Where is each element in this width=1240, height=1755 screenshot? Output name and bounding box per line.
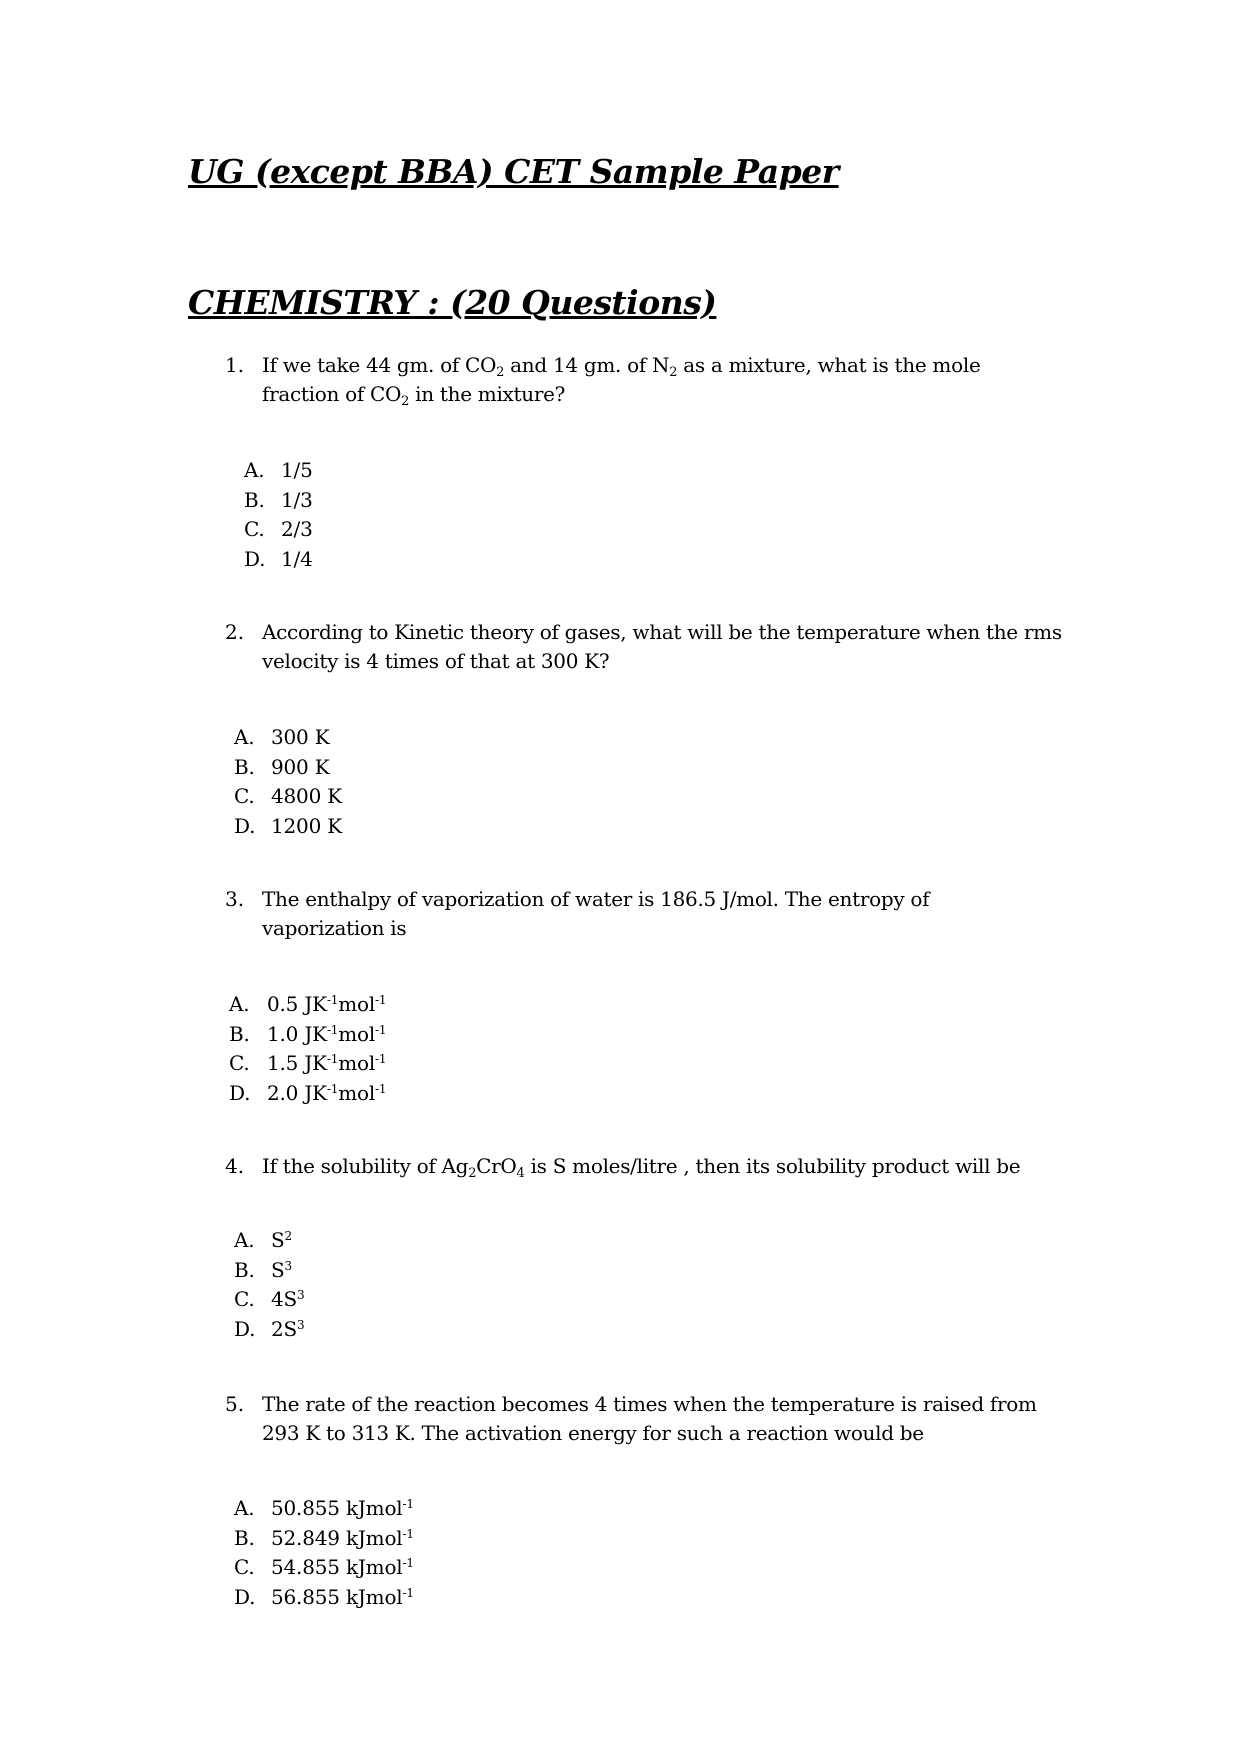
option-c: C. 54.855 kJmol$^{-1}$ <box>234 1555 414 1579</box>
option-b: B. 1/3 <box>244 487 313 512</box>
option-list <box>229 990 386 1108</box>
option-c: C. 2/3 <box>244 517 313 541</box>
option-d: D. 2.0 $JK^{-1}mol^{-1}$ <box>229 1080 387 1105</box>
question-text: If the solubility of $Ag_2CrO_4$ is S moles/litre , then its solubility product will be <box>262 1154 1021 1181</box>
option-b: B. 52.849 kJmol$^{-1}$ <box>234 1525 414 1550</box>
option-list <box>244 456 313 574</box>
option-b: B. 1.0 $JK^{-1}mol^{-1}$ <box>229 1021 387 1046</box>
option-a: A. $S^2$ <box>234 1228 292 1252</box>
option-d: D. 56.855 kJmol$^{-1}$ <box>234 1584 414 1609</box>
option-list <box>234 723 342 841</box>
option-b: B. 900 K <box>234 754 330 779</box>
question-text: According to Kinetic theory of gases, what will be the temperature when the rms velocity is 4 times of that at 300 K? <box>262 620 1062 673</box>
question-text: If we take 44 gm. of $CO_2$ and 14 gm. of $N_2$ as a mixture, what is the mole fraction of $CO_2$ in the mixture? <box>262 353 981 409</box>
option-d: D. 1200 K <box>234 813 342 838</box>
option-list <box>234 1494 414 1612</box>
question-text: The rate of the reaction becomes 4 times when the temperature is raised from 293 K to 313 K. The activation energy for such a reaction would be <box>262 1392 1037 1445</box>
question-number: 1. <box>225 353 245 377</box>
option-c: C. 4800 K <box>234 784 342 808</box>
option-a: A. 0.5 $JK^{-1}mol^{-1}$ <box>229 992 387 1016</box>
option-c: C. 1.5 $JK^{-1}mol^{-1}$ <box>229 1051 387 1075</box>
question-text: The enthalpy of vaporization of water is 186.5 J/mol. The entropy of vaporization is <box>262 887 930 940</box>
option-b: B. $S^3$ <box>234 1257 292 1282</box>
question-number: 3. <box>225 887 245 911</box>
option-a: A. 300 K <box>234 725 330 749</box>
option-a: A. 1/5 <box>244 458 313 482</box>
option-c: C. $4S^3$ <box>234 1287 305 1311</box>
paper-title: UG (except BBA) CET Sample Paper <box>188 152 839 191</box>
option-d: D. $2S^3$ <box>234 1316 305 1341</box>
section-heading: CHEMISTRY : (20 Questions) <box>188 283 717 322</box>
question-number: 4. <box>225 1154 245 1178</box>
option-list <box>234 1226 304 1344</box>
question-number: 5. <box>225 1392 245 1416</box>
option-a: A. 50.855 kJmol$^{-1}$ <box>234 1496 414 1520</box>
option-d: D. 1/4 <box>244 546 313 571</box>
question-number: 2. <box>225 620 245 644</box>
